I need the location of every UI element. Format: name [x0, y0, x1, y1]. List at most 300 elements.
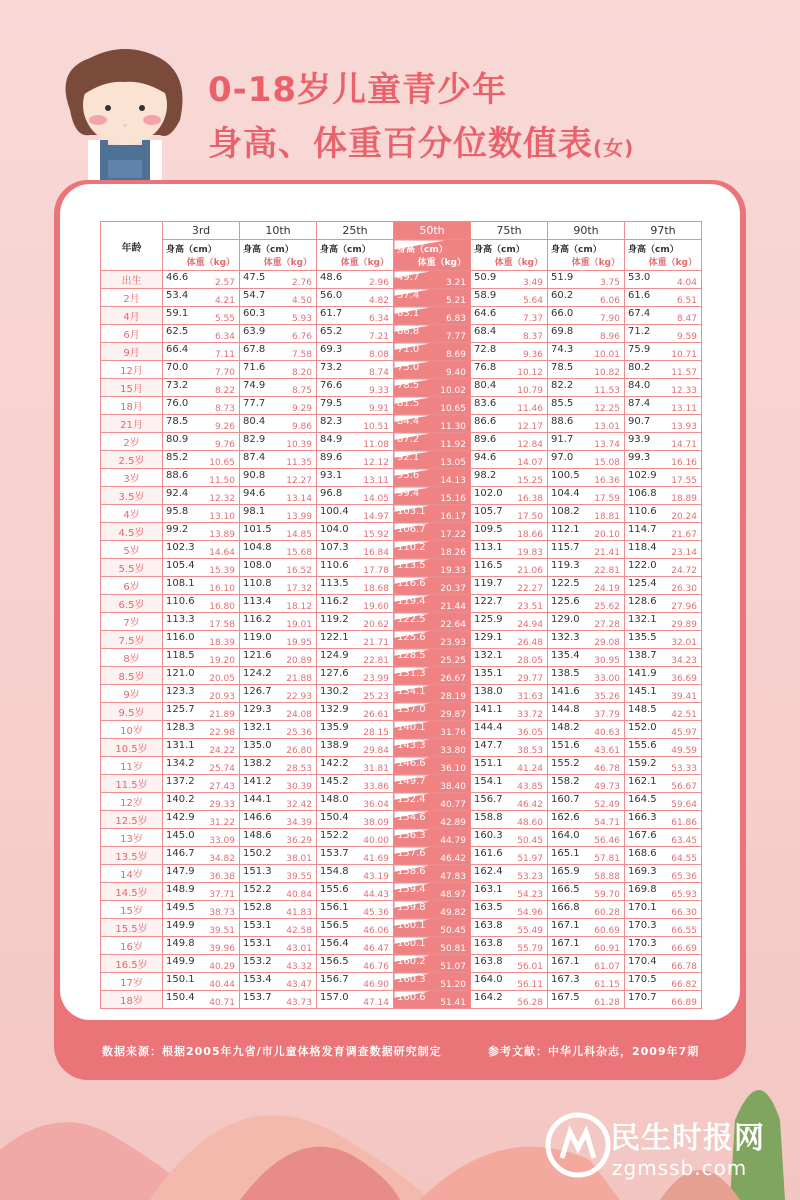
- height-value: 104.0: [320, 524, 349, 535]
- weight-value: 59.70: [594, 890, 620, 900]
- value-cell: [240, 883, 317, 901]
- value-cell: [240, 559, 317, 577]
- weight-value: 49.73: [594, 782, 620, 792]
- value-cell: [548, 415, 625, 433]
- age-cell: 5岁: [101, 541, 163, 559]
- height-value: 99.3: [628, 452, 651, 463]
- value-cell: [394, 469, 471, 487]
- value-cell: [240, 667, 317, 685]
- height-value: 90.8: [243, 470, 266, 481]
- height-value: 113.5: [397, 560, 426, 571]
- value-cell: [471, 757, 548, 775]
- logo-url: zgmssb.com: [612, 1156, 748, 1180]
- height-value: 80.4: [474, 380, 497, 391]
- value-cell: [163, 559, 240, 577]
- height-value: 163.5: [474, 902, 503, 913]
- value-cell: [240, 991, 317, 1009]
- age-cell: 13.5岁: [101, 847, 163, 865]
- weight-value: 38.09: [363, 818, 389, 828]
- height-value: 163.8: [474, 956, 503, 967]
- height-value: 170.1: [628, 902, 657, 913]
- value-cell: [394, 487, 471, 505]
- weight-value: 3.75: [599, 278, 620, 288]
- value-cell: [394, 829, 471, 847]
- height-value: 87.4: [243, 452, 266, 463]
- age-cell: 12月: [101, 361, 163, 379]
- value-cell: [625, 523, 702, 541]
- weight-value: 37.79: [594, 710, 620, 720]
- weight-value: 21.71: [363, 638, 389, 648]
- value-cell: [163, 469, 240, 487]
- weight-value: 9.59: [676, 332, 697, 342]
- weight-value: 22.64: [440, 620, 466, 630]
- weight-value: 10.01: [594, 350, 620, 360]
- value-cell: [394, 379, 471, 397]
- height-value: 148.5: [628, 704, 657, 715]
- height-value: 102.0: [474, 488, 503, 499]
- weight-value: 59.64: [671, 800, 697, 810]
- height-value: 167.6: [628, 830, 657, 841]
- table-row: [101, 793, 702, 811]
- weight-value: 7.37: [522, 314, 543, 324]
- value-cell: [471, 847, 548, 865]
- weight-value: 65.36: [671, 872, 697, 882]
- height-value: 157.6: [397, 848, 426, 859]
- height-value: 124.2: [243, 668, 272, 679]
- height-value: 119.2: [320, 614, 349, 625]
- value-cell: [548, 397, 625, 415]
- value-cell: [317, 325, 394, 343]
- weight-value: 56.01: [517, 962, 543, 972]
- weight-value: 50.45: [517, 836, 543, 846]
- value-cell: [394, 667, 471, 685]
- weight-value: 28.53: [286, 764, 312, 774]
- weight-value: 25.62: [594, 602, 620, 612]
- weight-value: 51.07: [440, 962, 466, 972]
- weight-value: 10.12: [517, 368, 543, 378]
- weight-value: 10.65: [209, 458, 235, 468]
- weight-value: 27.43: [209, 782, 235, 792]
- weight-value: 42.51: [671, 710, 697, 720]
- value-cell: [240, 487, 317, 505]
- weight-value: 22.93: [286, 692, 312, 702]
- value-cell: [163, 793, 240, 811]
- weight-value: 19.95: [286, 638, 312, 648]
- value-cell: [548, 541, 625, 559]
- height-value: 113.3: [166, 614, 195, 625]
- height-value: 51.9: [551, 272, 574, 283]
- height-unit-label: 身高（cm）: [397, 245, 448, 255]
- table-row: [101, 415, 702, 433]
- weight-value: 8.75: [291, 386, 312, 396]
- weight-value: 25.74: [209, 764, 235, 774]
- weight-value: 40.00: [363, 836, 389, 846]
- weight-value: 7.77: [445, 332, 466, 342]
- height-value: 141.2: [243, 776, 272, 787]
- value-cell: [240, 379, 317, 397]
- weight-value: 55.49: [517, 926, 543, 936]
- weight-value: 46.76: [363, 962, 389, 972]
- weight-value: 14.97: [363, 512, 389, 522]
- value-cell: [317, 991, 394, 1009]
- weight-value: 63.45: [671, 836, 697, 846]
- value-cell: [471, 865, 548, 883]
- value-cell: [394, 271, 471, 289]
- height-value: 110.8: [243, 578, 272, 589]
- value-cell: [317, 829, 394, 847]
- value-cell: [317, 793, 394, 811]
- height-value: 135.9: [320, 722, 349, 733]
- weight-unit-label: 体重（kg）: [186, 258, 235, 268]
- value-cell: [163, 955, 240, 973]
- weight-value: 48.60: [517, 818, 543, 828]
- value-cell: [394, 883, 471, 901]
- value-cell: [548, 721, 625, 739]
- weight-value: 22.27: [517, 584, 543, 594]
- percentile-header: 50th: [394, 222, 471, 240]
- height-value: 122.7: [474, 596, 503, 607]
- percentile-header: 75th: [471, 222, 548, 240]
- height-value: 92.4: [166, 488, 189, 499]
- height-value: 156.7: [474, 794, 503, 805]
- height-value: 138.2: [243, 758, 272, 769]
- height-value: 87.2: [397, 434, 420, 445]
- value-cell: [394, 523, 471, 541]
- weight-value: 13.14: [286, 494, 312, 504]
- height-value: 149.8: [166, 938, 195, 949]
- value-cell: [471, 667, 548, 685]
- value-cell: [548, 631, 625, 649]
- value-cell: [625, 955, 702, 973]
- value-cell: [317, 487, 394, 505]
- height-value: 102.9: [628, 470, 657, 481]
- weight-value: 19.20: [209, 656, 235, 666]
- height-value: 137.0: [397, 704, 426, 715]
- weight-value: 6.76: [291, 332, 312, 342]
- weight-value: 31.63: [517, 692, 543, 702]
- height-value: 60.3: [243, 308, 266, 319]
- value-cell: [548, 865, 625, 883]
- height-value: 124.9: [320, 650, 349, 661]
- height-value: 89.6: [320, 452, 343, 463]
- height-value: 65.2: [320, 326, 343, 337]
- weight-value: 14.07: [517, 458, 543, 468]
- weight-value: 36.29: [286, 836, 312, 846]
- value-cell: [163, 307, 240, 325]
- value-cell: [240, 325, 317, 343]
- height-value: 127.6: [320, 668, 349, 679]
- value-cell: [625, 343, 702, 361]
- weight-value: 11.46: [517, 404, 543, 414]
- value-cell: [625, 631, 702, 649]
- height-value: 125.4: [628, 578, 657, 589]
- weight-value: 60.28: [594, 908, 620, 918]
- value-cell: [240, 343, 317, 361]
- weight-value: 53.33: [671, 764, 697, 774]
- value-cell: [394, 847, 471, 865]
- height-value: 96.8: [320, 488, 343, 499]
- weight-value: 6.06: [599, 296, 620, 306]
- height-value: 169.3: [628, 866, 657, 877]
- value-cell: [317, 757, 394, 775]
- weight-value: 57.81: [594, 854, 620, 864]
- percentile-table: [100, 221, 702, 1009]
- weight-value: 8.22: [214, 386, 235, 396]
- weight-value: 25.36: [286, 728, 312, 738]
- height-value: 119.3: [551, 560, 580, 571]
- weight-value: 24.94: [517, 620, 543, 630]
- table-row: [101, 433, 702, 451]
- height-value: 94.6: [243, 488, 266, 499]
- height-value: 163.1: [474, 884, 503, 895]
- value-cell: [471, 379, 548, 397]
- weight-value: 18.68: [363, 584, 389, 594]
- value-cell: [548, 829, 625, 847]
- height-value: 108.1: [166, 578, 195, 589]
- height-value: 113.4: [243, 596, 272, 607]
- height-value: 95.8: [166, 506, 189, 517]
- height-value: 57.4: [397, 290, 420, 301]
- weight-value: 41.83: [286, 908, 312, 918]
- height-value: 165.9: [551, 866, 580, 877]
- height-value: 159.2: [628, 758, 657, 769]
- value-cell: [163, 541, 240, 559]
- value-cell: [240, 973, 317, 991]
- height-value: 135.1: [474, 668, 503, 679]
- height-value: 163.8: [474, 938, 503, 949]
- age-cell: 7岁: [101, 613, 163, 631]
- age-cell: 15月: [101, 379, 163, 397]
- height-value: 170.4: [628, 956, 657, 967]
- height-value: 152.2: [243, 884, 272, 895]
- weight-value: 17.32: [286, 584, 312, 594]
- height-value: 132.9: [320, 704, 349, 715]
- height-value: 118.5: [166, 650, 195, 661]
- table-row: [101, 271, 702, 289]
- value-cell: [240, 721, 317, 739]
- weight-value: 38.53: [517, 746, 543, 756]
- height-value: 54.7: [243, 290, 266, 301]
- weight-value: 22.98: [209, 728, 235, 738]
- weight-value: 11.92: [440, 440, 466, 450]
- weight-value: 21.06: [517, 566, 543, 576]
- height-value: 108.2: [551, 506, 580, 517]
- weight-value: 8.73: [214, 404, 235, 414]
- value-cell: [394, 811, 471, 829]
- weight-value: 66.69: [671, 944, 697, 954]
- weight-value: 45.36: [363, 908, 389, 918]
- weight-value: 20.10: [594, 530, 620, 540]
- height-value: 87.4: [628, 398, 651, 409]
- weight-value: 66.82: [671, 980, 697, 990]
- height-value: 82.9: [243, 434, 266, 445]
- value-cell: [240, 829, 317, 847]
- height-value: 153.1: [243, 938, 272, 949]
- height-value: 167.1: [551, 938, 580, 949]
- value-cell: [471, 703, 548, 721]
- weight-value: 38.01: [286, 854, 312, 864]
- height-value: 78.5: [166, 416, 189, 427]
- height-value: 132.1: [628, 614, 657, 625]
- height-value: 142.2: [320, 758, 349, 769]
- value-cell: [394, 757, 471, 775]
- value-cell: [471, 451, 548, 469]
- value-cell: [240, 631, 317, 649]
- value-cell: [471, 523, 548, 541]
- percentile-header: 97th: [625, 222, 702, 240]
- height-value: 59.1: [166, 308, 189, 319]
- value-cell: [394, 397, 471, 415]
- table-row: [101, 847, 702, 865]
- value-cell: [317, 955, 394, 973]
- value-cell: [317, 847, 394, 865]
- weight-value: 56.46: [594, 836, 620, 846]
- table-row: [101, 325, 702, 343]
- age-cell: 9月: [101, 343, 163, 361]
- weight-value: 11.35: [286, 458, 312, 468]
- weight-value: 23.51: [517, 602, 543, 612]
- height-value: 122.1: [320, 632, 349, 643]
- value-cell: [317, 883, 394, 901]
- weight-value: 20.93: [209, 692, 235, 702]
- value-cell: [240, 901, 317, 919]
- value-cell: [625, 811, 702, 829]
- height-value: 118.4: [628, 542, 657, 553]
- height-value: 145.0: [166, 830, 195, 841]
- weight-value: 25.25: [440, 656, 466, 666]
- value-cell: [548, 685, 625, 703]
- height-value: 158.6: [397, 866, 426, 877]
- value-cell: [471, 595, 548, 613]
- weight-value: 31.76: [440, 728, 466, 738]
- value-cell: [471, 469, 548, 487]
- height-value: 156.5: [320, 920, 349, 931]
- height-value: 78.5: [551, 362, 574, 373]
- value-cell: [163, 397, 240, 415]
- height-value: 106.8: [628, 488, 657, 499]
- height-value: 100.4: [320, 506, 349, 517]
- title-line2: [208, 116, 634, 165]
- weight-value: 43.19: [363, 872, 389, 882]
- value-cell: [548, 451, 625, 469]
- weight-value: 46.42: [440, 854, 466, 864]
- weight-value: 16.16: [671, 458, 697, 468]
- height-value: 66.4: [166, 344, 189, 355]
- value-cell: [240, 649, 317, 667]
- table-row: [101, 649, 702, 667]
- weight-value: 13.05: [440, 458, 466, 468]
- value-cell: [163, 523, 240, 541]
- height-value: 163.8: [474, 920, 503, 931]
- value-cell: [394, 937, 471, 955]
- weight-value: 13.89: [209, 530, 235, 540]
- value-cell: [625, 379, 702, 397]
- height-value: 114.7: [628, 524, 657, 535]
- weight-value: 33.72: [517, 710, 543, 720]
- height-value: 155.2: [551, 758, 580, 769]
- height-value: 141.1: [474, 704, 503, 715]
- height-value: 76.8: [474, 362, 497, 373]
- value-cell: [163, 631, 240, 649]
- value-cell: [394, 415, 471, 433]
- height-value: 135.5: [628, 632, 657, 643]
- height-value: 72.8: [474, 344, 497, 355]
- unit-header: [471, 240, 548, 271]
- weight-value: 12.32: [209, 494, 235, 504]
- logo-text: 民生时报网: [610, 1121, 765, 1156]
- weight-value: 36.38: [209, 872, 235, 882]
- height-value: 121.6: [243, 650, 272, 661]
- height-value: 151.3: [243, 866, 272, 877]
- value-cell: [548, 523, 625, 541]
- age-cell: 14岁: [101, 865, 163, 883]
- value-cell: [163, 271, 240, 289]
- value-cell: [471, 307, 548, 325]
- weight-value: 23.14: [671, 548, 697, 558]
- height-value: 149.5: [166, 902, 195, 913]
- value-cell: [240, 523, 317, 541]
- height-value: 167.1: [551, 920, 580, 931]
- value-cell: [548, 505, 625, 523]
- weight-value: 2.96: [368, 278, 389, 288]
- percentile-header: 3rd: [163, 222, 240, 240]
- weight-value: 52.49: [594, 800, 620, 810]
- value-cell: [240, 307, 317, 325]
- age-cell: 2岁: [101, 433, 163, 451]
- height-value: 98.2: [474, 470, 497, 481]
- height-value: 63.1: [397, 308, 420, 319]
- height-value: 71.0: [397, 344, 420, 355]
- value-cell: [317, 361, 394, 379]
- weight-value: 55.79: [517, 944, 543, 954]
- age-cell: 3岁: [101, 469, 163, 487]
- height-value: 160.7: [551, 794, 580, 805]
- height-value: 73.2: [166, 380, 189, 391]
- table-row: [101, 613, 702, 631]
- weight-value: 3.49: [522, 278, 543, 288]
- height-value: 166.8: [551, 902, 580, 913]
- height-value: 140.1: [397, 722, 426, 733]
- weight-value: 4.50: [291, 296, 312, 306]
- height-value: 64.6: [474, 308, 497, 319]
- weight-unit-label: 体重（kg）: [263, 258, 312, 268]
- age-cell: 17岁: [101, 973, 163, 991]
- weight-value: 19.60: [363, 602, 389, 612]
- table-row: [101, 379, 702, 397]
- weight-value: 66.30: [671, 908, 697, 918]
- height-value: 62.5: [166, 326, 189, 337]
- weight-value: 58.88: [594, 872, 620, 882]
- unit-header: [394, 240, 471, 271]
- table-row: [101, 505, 702, 523]
- table-row: [101, 541, 702, 559]
- value-cell: [625, 271, 702, 289]
- height-value: 161.6: [474, 848, 503, 859]
- value-cell: [163, 973, 240, 991]
- weight-value: 17.59: [594, 494, 620, 504]
- height-value: 85.5: [551, 398, 574, 409]
- value-cell: [394, 685, 471, 703]
- height-value: 128.3: [166, 722, 195, 733]
- value-cell: [317, 433, 394, 451]
- height-unit-label: 身高（cm）: [166, 245, 217, 255]
- weight-value: 26.30: [671, 584, 697, 594]
- weight-value: 20.62: [363, 620, 389, 630]
- age-cell: 9.5岁: [101, 703, 163, 721]
- height-value: 160.3: [397, 974, 426, 985]
- height-value: 75.9: [628, 344, 651, 355]
- weight-value: 38.40: [440, 782, 466, 792]
